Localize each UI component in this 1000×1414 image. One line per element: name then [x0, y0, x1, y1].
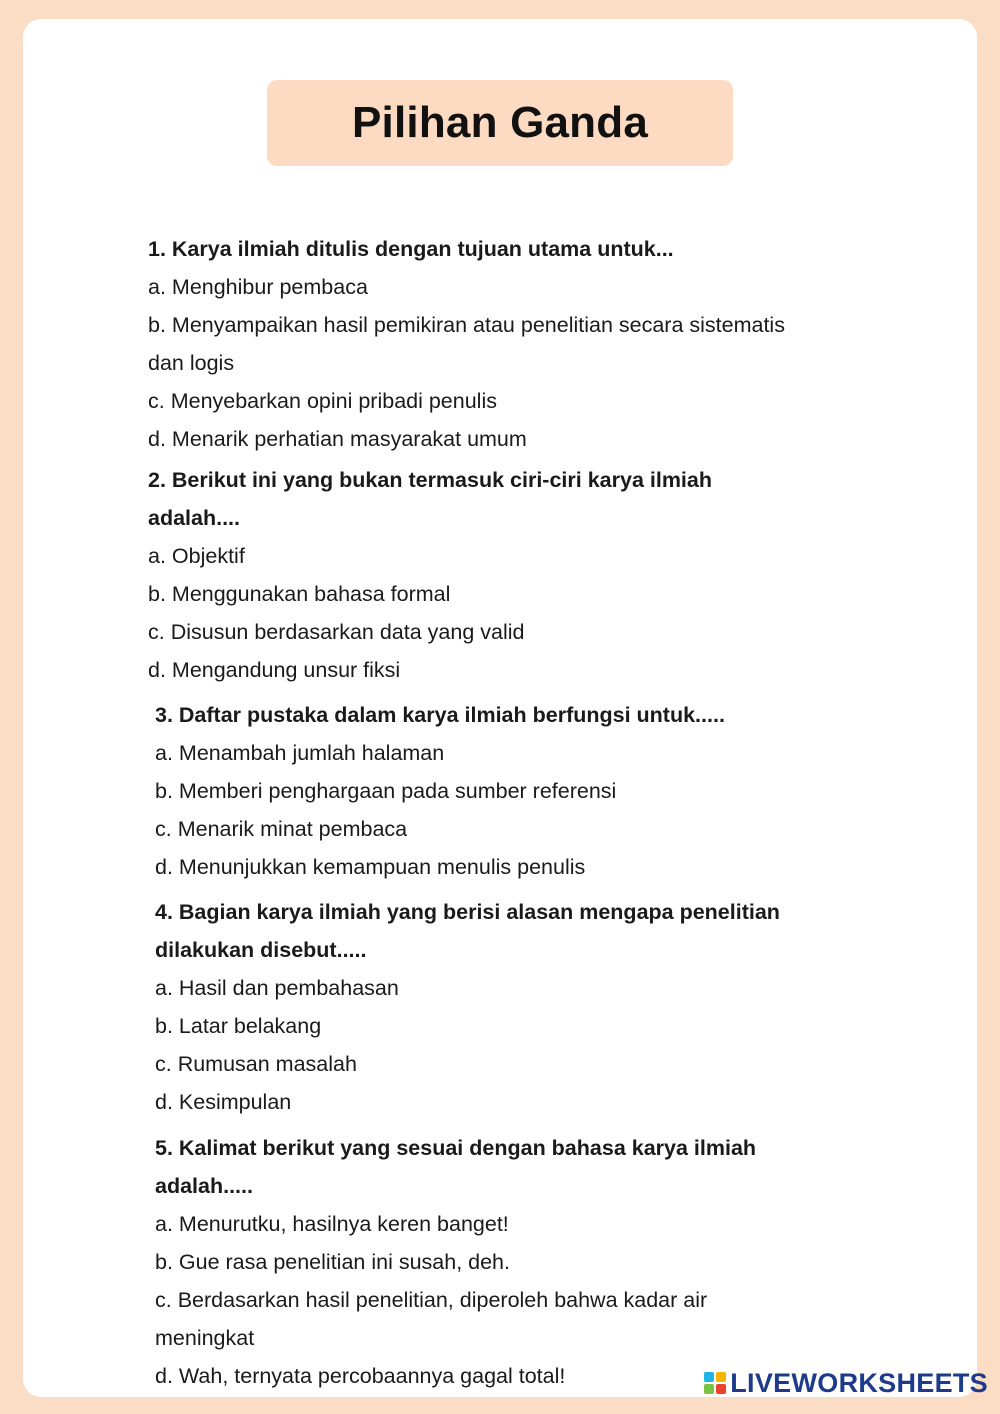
option-a[interactable]: a. Menambah jumlah halaman [155, 741, 445, 765]
option-d[interactable]: d. Menarik perhatian masyarakat umum [148, 427, 527, 451]
question-text-continued: adalah.... [148, 506, 241, 530]
option-c[interactable]: c. Menarik minat pembaca [155, 817, 408, 841]
liveworksheets-logo-icon [704, 1372, 726, 1394]
title-banner [267, 80, 733, 166]
question-2 [148, 461, 848, 689]
option-d[interactable]: d. Wah, ternyata percobaannya gagal total! [155, 1364, 566, 1388]
logo-text: LIVEWORKSHEETS [730, 1367, 988, 1398]
question-1 [148, 230, 848, 458]
option-a[interactable]: a. Menghibur pembaca [148, 275, 368, 299]
question-text-continued: dilakukan disebut..... [155, 938, 367, 962]
option-b[interactable]: b. Gue rasa penelitian ini susah, deh. [155, 1250, 510, 1274]
question-text: 3. Daftar pustaka dalam karya ilmiah berfungsi untuk..... [155, 703, 725, 727]
option-b[interactable]: b. Memberi penghargaan pada sumber referensi [155, 779, 617, 803]
logo-square-3 [704, 1384, 714, 1394]
option-a[interactable]: a. Hasil dan pembahasan [155, 976, 399, 1000]
question-4 [155, 893, 855, 1121]
option-b[interactable]: b. Latar belakang [155, 1014, 322, 1038]
option-b-continued[interactable]: dan logis [148, 351, 235, 375]
question-text: 4. Bagian karya ilmiah yang berisi alasan mengapa penelitian [155, 900, 780, 924]
logo-square-2 [716, 1372, 726, 1382]
question-5 [155, 1129, 855, 1395]
option-c[interactable]: c. Rumusan masalah [155, 1052, 357, 1076]
liveworksheets-logo [704, 1366, 988, 1400]
question-3 [155, 696, 855, 886]
option-c-continued[interactable]: meningkat [155, 1326, 255, 1350]
logo-square-4 [716, 1384, 726, 1394]
option-b[interactable]: b. Menyampaikan hasil pemikiran atau penelitian secara sistematis [148, 313, 785, 337]
option-a[interactable]: a. Objektif [148, 544, 245, 568]
option-d[interactable]: d. Menunjukkan kemampuan menulis penulis [155, 855, 586, 879]
question-text: 2. Berikut ini yang bukan termasuk ciri-ciri karya ilmiah [148, 468, 712, 492]
question-text: 1. Karya ilmiah ditulis dengan tujuan utama untuk... [148, 237, 674, 261]
option-c[interactable]: c. Menyebarkan opini pribadi penulis [148, 389, 497, 413]
question-text-continued: adalah..... [155, 1174, 253, 1198]
option-d[interactable]: d. Mengandung unsur fiksi [148, 658, 401, 682]
page-title: Pilihan Ganda [352, 98, 648, 147]
option-d[interactable]: d. Kesimpulan [155, 1090, 292, 1114]
question-text: 5. Kalimat berikut yang sesuai dengan bahasa karya ilmiah [155, 1136, 757, 1160]
option-c[interactable]: c. Disusun berdasarkan data yang valid [148, 620, 525, 644]
logo-square-1 [704, 1372, 714, 1382]
option-b[interactable]: b. Menggunakan bahasa formal [148, 582, 451, 606]
option-c[interactable]: c. Berdasarkan hasil penelitian, diperoleh bahwa kadar air [155, 1288, 708, 1312]
option-a[interactable]: a. Menurutku, hasilnya keren banget! [155, 1212, 509, 1236]
